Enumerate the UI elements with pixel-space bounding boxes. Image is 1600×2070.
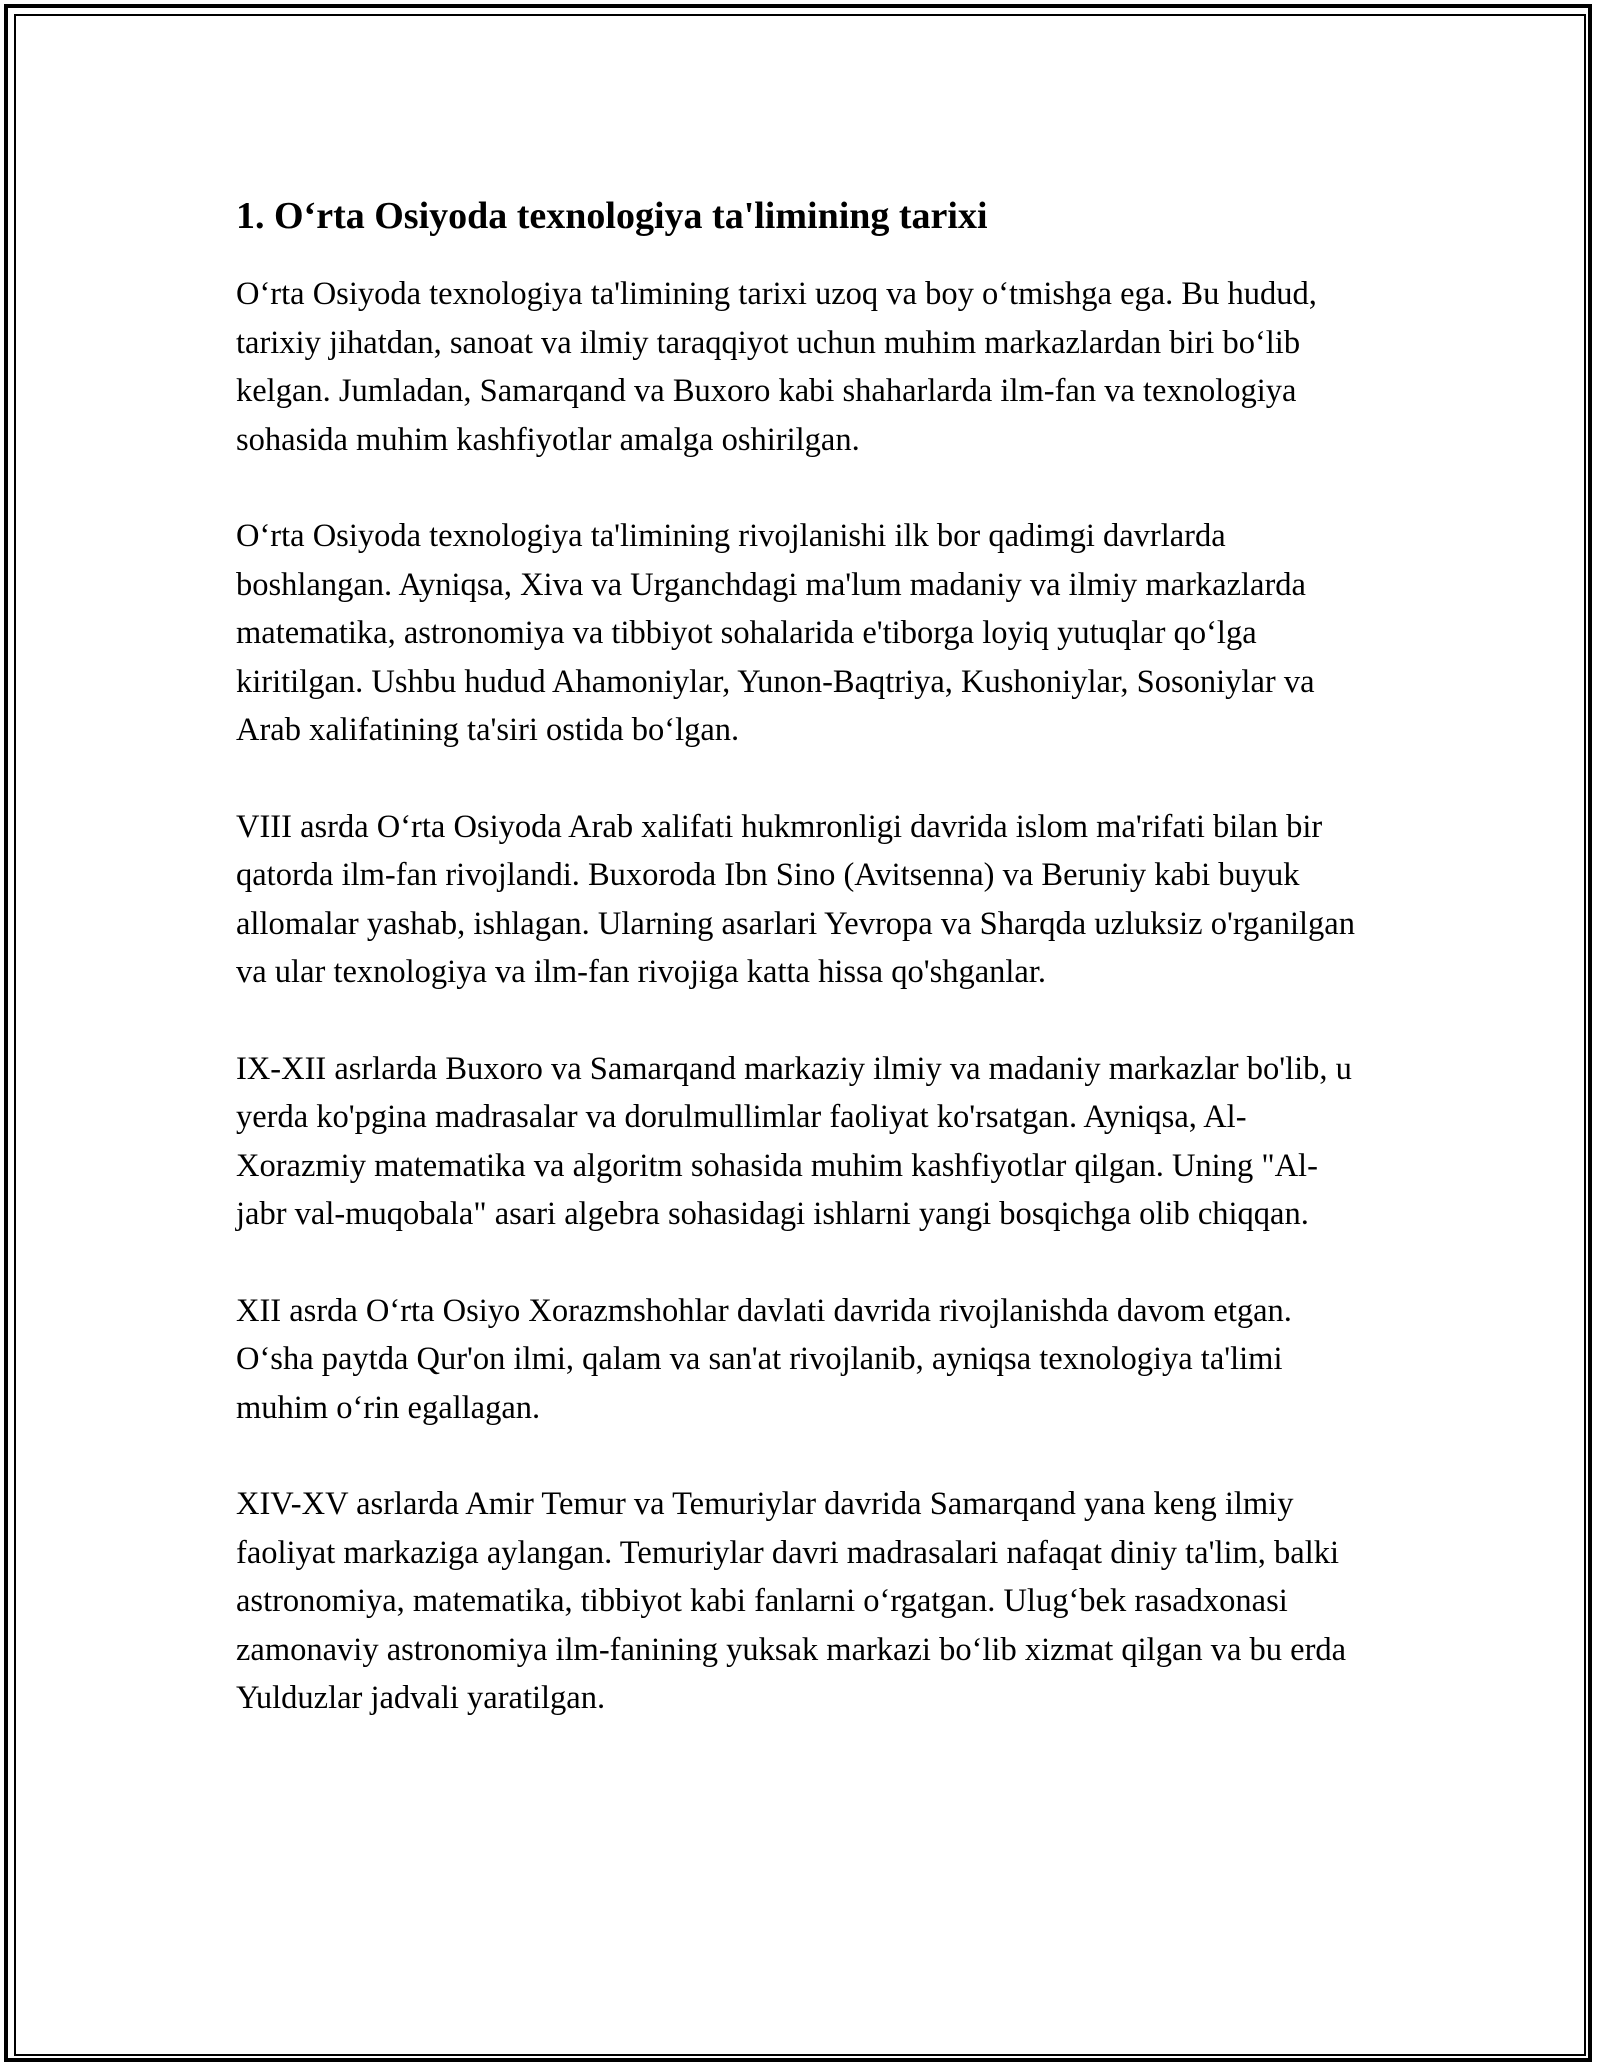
paragraph-5: XII asrda O‘rta Osiyo Xorazmshohlar davlati davrida rivojlanishda davom etgan. O‘sha paytda Qur'on ilmi, qalam va san'at rivojlanib, ayniqsa texnologiya ta'limi muhim o‘rin egallagan. [236, 1292, 1292, 1426]
section-heading: 1. O‘rta Osiyoda texnologiya ta'limining tarixi [236, 195, 988, 237]
document-body [236, 188, 1368, 1771]
paragraph-3: VIII asrda O‘rta Osiyoda Arab xalifati hukmronligi davrida islom ma'rifati bilan bir qatorda ilm-fan rivojlandi. Buxoroda Ibn Sino (Avitsenna) va Beruniy kabi buyuk allomalar yashab, ishlagan. Ularning asarlari Yevropa va Sharqda uzluksiz o'rganilgan va ular texnologiya va ilm-fan rivojiga katta hissa qo'shganlar. [236, 808, 1355, 990]
paragraph-2: O‘rta Osiyoda texnologiya ta'limining rivojlanishi ilk bor qadimgi davrlarda boshlangan. Ayniqsa, Xiva va Urganchdagi ma'lum madaniy va ilmiy markazlarda matematika, astronomiya va tibbiyot sohalarida e'tiborga loyiq yutuqlar qo‘lga kiritilgan. Ushbu hudud Ahamoniylar, Yunon-Baqtriya, Kushoniylar, Sosoniylar va Arab xalifatining ta'siri ostida bo‘lgan. [236, 518, 1315, 748]
paragraph-1: O‘rta Osiyoda texnologiya ta'limining tarixi uzoq va boy o‘tmishga ega. Bu hudud, tarixiy jihatdan, sanoat va ilmiy taraqqiyot uchun muhim markazlardan biri bo‘lib kelgan. Jumladan, Samarqand va Buxoro kabi shaharlarda ilm-fan va texnologiya sohasida muhim kashfiyotlar amalga oshirilgan. [236, 276, 1317, 458]
paragraph-4: IX-XII asrlarda Buxoro va Samarqand markaziy ilmiy va madaniy markazlar bo'lib, u yerda ko'pgina madrasalar va dorulmullimlar faoliyat ko'rsatgan. Ayniqsa, Al-Xorazmiy matematika va algoritm sohasida muhim kashfiyotlar qilgan. Uning "Al-jabr val-muqobala" asari algebra sohasidagi ishlarni yangi bosqichga olib chiqqan. [236, 1050, 1352, 1232]
paragraph-6: XIV-XV asrlarda Amir Temur va Temuriylar davrida Samarqand yana keng ilmiy faoliyat markaziga aylangan. Temuriylar davri madrasalari nafaqat diniy ta'lim, balki astronomiya, matematika, tibbiyot kabi fanlarni o‘rgatgan. Ulug‘bek rasadxonasi zamonaviy astronomiya ilm-fanining yuksak markazi bo‘lib xizmat qilgan va bu erda Yulduzlar jadvali yaratilgan. [236, 1486, 1347, 1716]
